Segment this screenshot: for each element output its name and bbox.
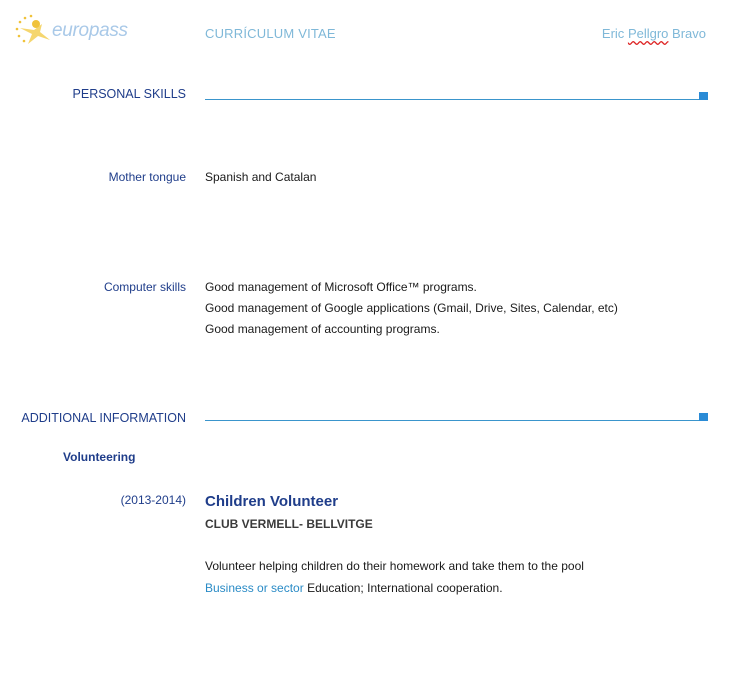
additional-information-rule	[205, 420, 708, 421]
volunteer-organization: CLUB VERMELL- BELLVITGE	[205, 517, 373, 531]
europass-wordmark: europass	[52, 20, 128, 41]
additional-information-rule-marker	[699, 413, 708, 421]
computer-skill-item: Good management of accounting programs.	[205, 322, 440, 336]
volunteer-description: Volunteer helping children do their homework and take them to the pool	[205, 559, 584, 573]
volunteer-dates: (2013-2014)	[120, 493, 186, 507]
business-sector-line	[205, 581, 503, 595]
volunteering-subheading: Volunteering	[63, 450, 136, 464]
cv-name	[602, 26, 706, 41]
mother-tongue-label: Mother tongue	[108, 170, 186, 184]
volunteer-title: Children Volunteer	[205, 493, 339, 510]
mother-tongue-value: Spanish and Catalan	[205, 170, 317, 184]
personal-skills-rule	[205, 99, 708, 100]
business-sector-label: Business or sector	[205, 581, 304, 595]
computer-skill-item: Good management of Microsoft Office™ programs.	[205, 280, 477, 294]
name-middle: Pellgro	[627, 26, 669, 41]
computer-skills-label: Computer skills	[103, 280, 186, 294]
name-last: Bravo	[672, 26, 706, 41]
europass-logo	[14, 14, 128, 48]
additional-information-heading: ADDITIONAL INFORMATION	[21, 411, 186, 425]
business-sector-value: Education; International cooperation.	[307, 581, 503, 595]
name-first: Eric	[601, 26, 625, 41]
cv-title: CURRÍCULUM VITAE	[205, 26, 336, 41]
computer-skill-item: Good management of Google applications (Gmail, Drive, Sites, Calendar, etc)	[205, 301, 618, 315]
personal-skills-rule-marker	[699, 92, 708, 100]
personal-skills-heading: PERSONAL SKILLS	[72, 87, 186, 101]
